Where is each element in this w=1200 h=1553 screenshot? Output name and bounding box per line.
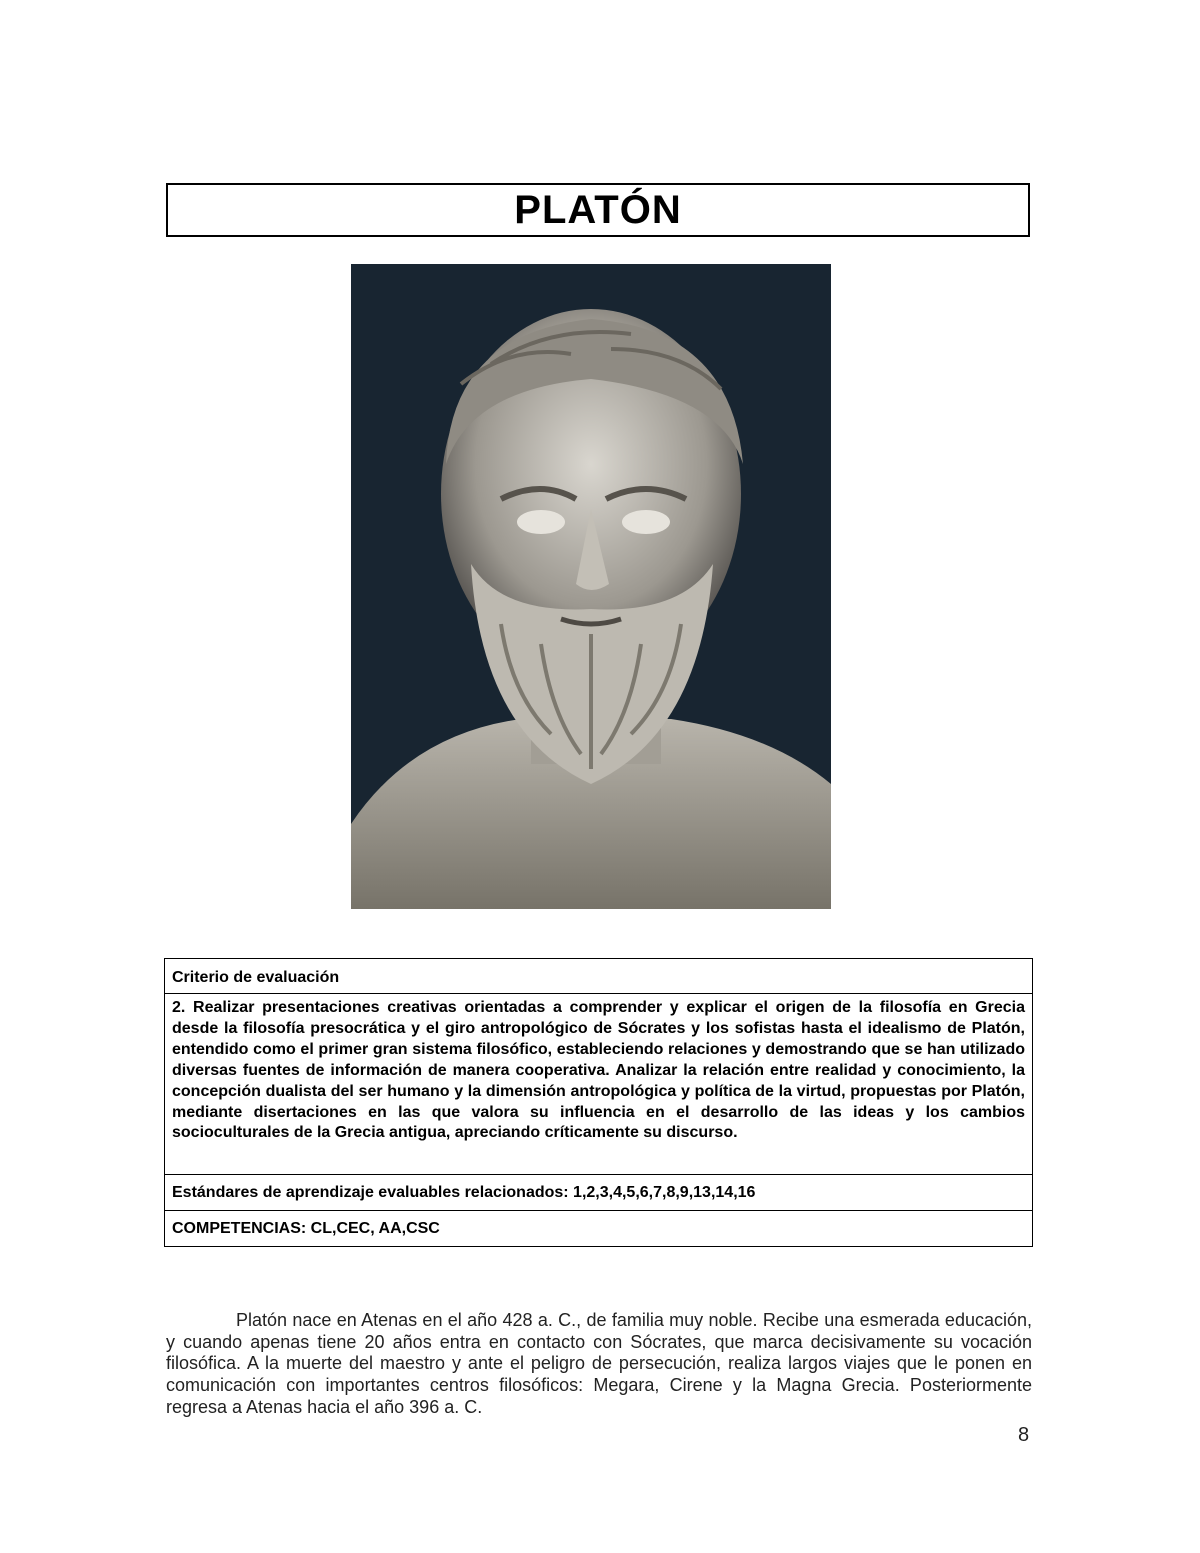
plato-bust-image: [351, 264, 831, 909]
competencies-row: COMPETENCIAS: CL,CEC, AA,CSC: [165, 1210, 1032, 1246]
standards-row: Estándares de aprendizaje evaluables relacionados: 1,2,3,4,5,6,7,8,9,13,14,16: [165, 1174, 1032, 1210]
title-box: [166, 183, 1030, 237]
criteria-header: Criterio de evaluación: [172, 969, 340, 986]
page-number: 8: [1018, 1424, 1030, 1446]
criteria-text: 2. Realizar presentaciones creativas orientadas a comprender y explicar el origen de la filosofía en Grecia desde la filosofía presocrática y el giro antropológico de Sócrates y los sofistas hasta el idealismo de Platón, entendido como el primer gran sistema filosófico, estableciendo relaciones y demostrando que se han utilizado diversas fuentes de información de manera cooperativa. Analizar la relación entre realidad y conocimiento, la concepción dualista del ser humano y la dimensión antropológica y política de la virtud, propuestas por Platón, mediante disertaciones en las que valora su influencia en el desarrollo de las ideas y los cambios socioculturales de la Grecia antigua, apreciando críticamente su discurso.: [165, 993, 1032, 1174]
biography-paragraph: Platón nace en Atenas en el año 428 a. C., de familia muy noble. Recibe una esmerada educación, y cuando apenas tiene 20 años entra en contacto con Sócrates, que marca decisivamente su vocación filosófica. A la muerte del maestro y ante el peligro de persecución, realiza largos viajes que le ponen en comunicación con importantes centros filosóficos: Megara, Cirene y la Magna Grecia. Posteriormente regresa a Atenas hacia el año 396 a. C.: [166, 1310, 1032, 1417]
evaluation-criteria-table: [164, 958, 1033, 1247]
page-title: PLATÓN: [514, 187, 682, 232]
